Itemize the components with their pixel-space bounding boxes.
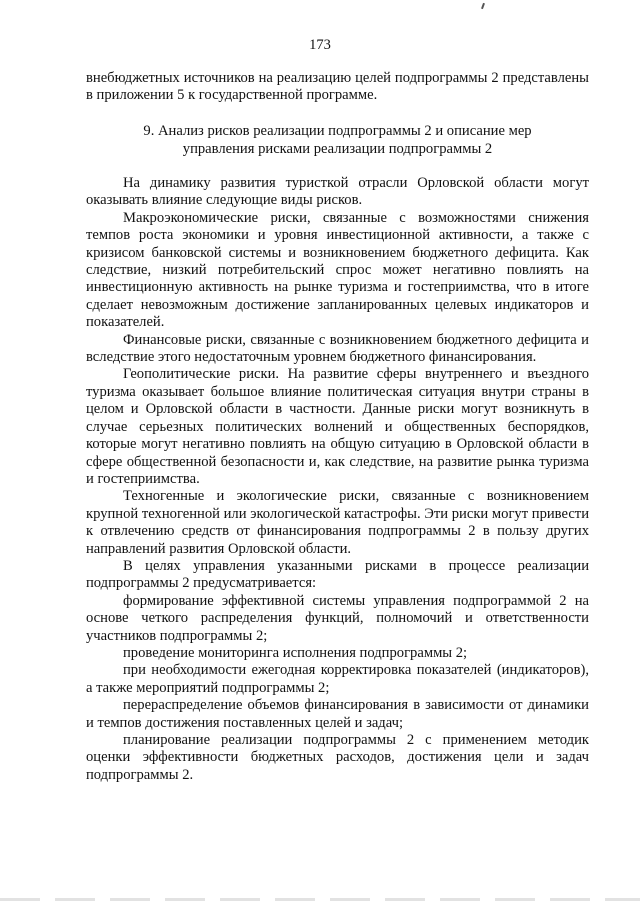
page-number: 173 (309, 37, 331, 53)
list-item: проведение мониторинга исполнения подпрограммы 2; (123, 644, 468, 661)
list-item: формирование эффективной системы управления подпрограммой 2 на основе четкого распределения функций, полномочий и ответственности участников подпрограммы 2; (86, 592, 589, 644)
intro-block (86, 70, 589, 105)
list-item: при необходимости ежегодная корректировка показателей (индикаторов), а также мероприятий подпрограммы 2; (86, 662, 589, 696)
paragraph: Техногенные и экологические риски, связанные с возникновением крупной техногенной или экологической катастрофы. Эти риски могут привести к отвлечению средств от финансирования подпрограммы 2 в пользу других направлений развития Орловской области. (86, 488, 589, 557)
section-heading-line-1: 9. Анализ рисков реализации подпрограммы 2 и описание мер (143, 123, 532, 139)
scan-edge-artifact (0, 898, 640, 901)
paragraph: Финансовые риски, связанные с возникновением бюджетного дефицита и вследствие этого недостаточным уровнем бюджетного финансирования. (86, 331, 589, 366)
section-heading-line-2: управления рисками реализации подпрограммы 2 (182, 141, 493, 157)
paragraph: В целях управления указанными рисками в процессе реализации подпрограммы 2 предусматривается: (86, 557, 589, 592)
intro-paragraph: внебюджетных источников на реализацию целей подпрограммы 2 представлены в приложении 5 к государственной программе. (86, 70, 589, 104)
paragraph: Макроэкономические риски, связанные с возможностями снижения темпов роста экономики и уровня инвестиционной активности, а также с кризисом банковской системы и возникновением бюджетного дефицита. Как следствие, низкий потребительский спрос может негативно повлиять на инвестиционную активность на рынке туризма и гостеприимства, что в итоге сделает невозможным достижение запланированных целевых индикаторов и показателей. (86, 209, 589, 331)
paragraph: На динамику развития туристкой отрасли Орловской области могут оказывать влияние следующие виды рисков. (86, 175, 589, 209)
list-item: планирование реализации подпрограммы 2 с применением методик оценки эффективности бюджетных расходов, достижения цели и задач подпрограммы 2. (86, 732, 589, 783)
list-item: перераспределение объемов финансирования в зависимости от динамики и темпов достижения поставленных целей и задач; (86, 697, 589, 731)
body-text (86, 175, 589, 784)
section-heading (86, 122, 589, 158)
scan-artifact (481, 3, 485, 9)
paragraph: Геополитические риски. На развитие сферы внутреннего и въездного туризма оказывает большое влияние политическая ситуация внутри страны в целом и Орловской области в частности. Данные риски могут возникнуть в случае серьезных политических волнений и общественных беспорядков, которые могут негативно повлиять на общую ситуацию в Орловской области в сфере общественной безопасности и, как следствие, на развитие рынка туризма и гостеприимства. (86, 366, 589, 487)
